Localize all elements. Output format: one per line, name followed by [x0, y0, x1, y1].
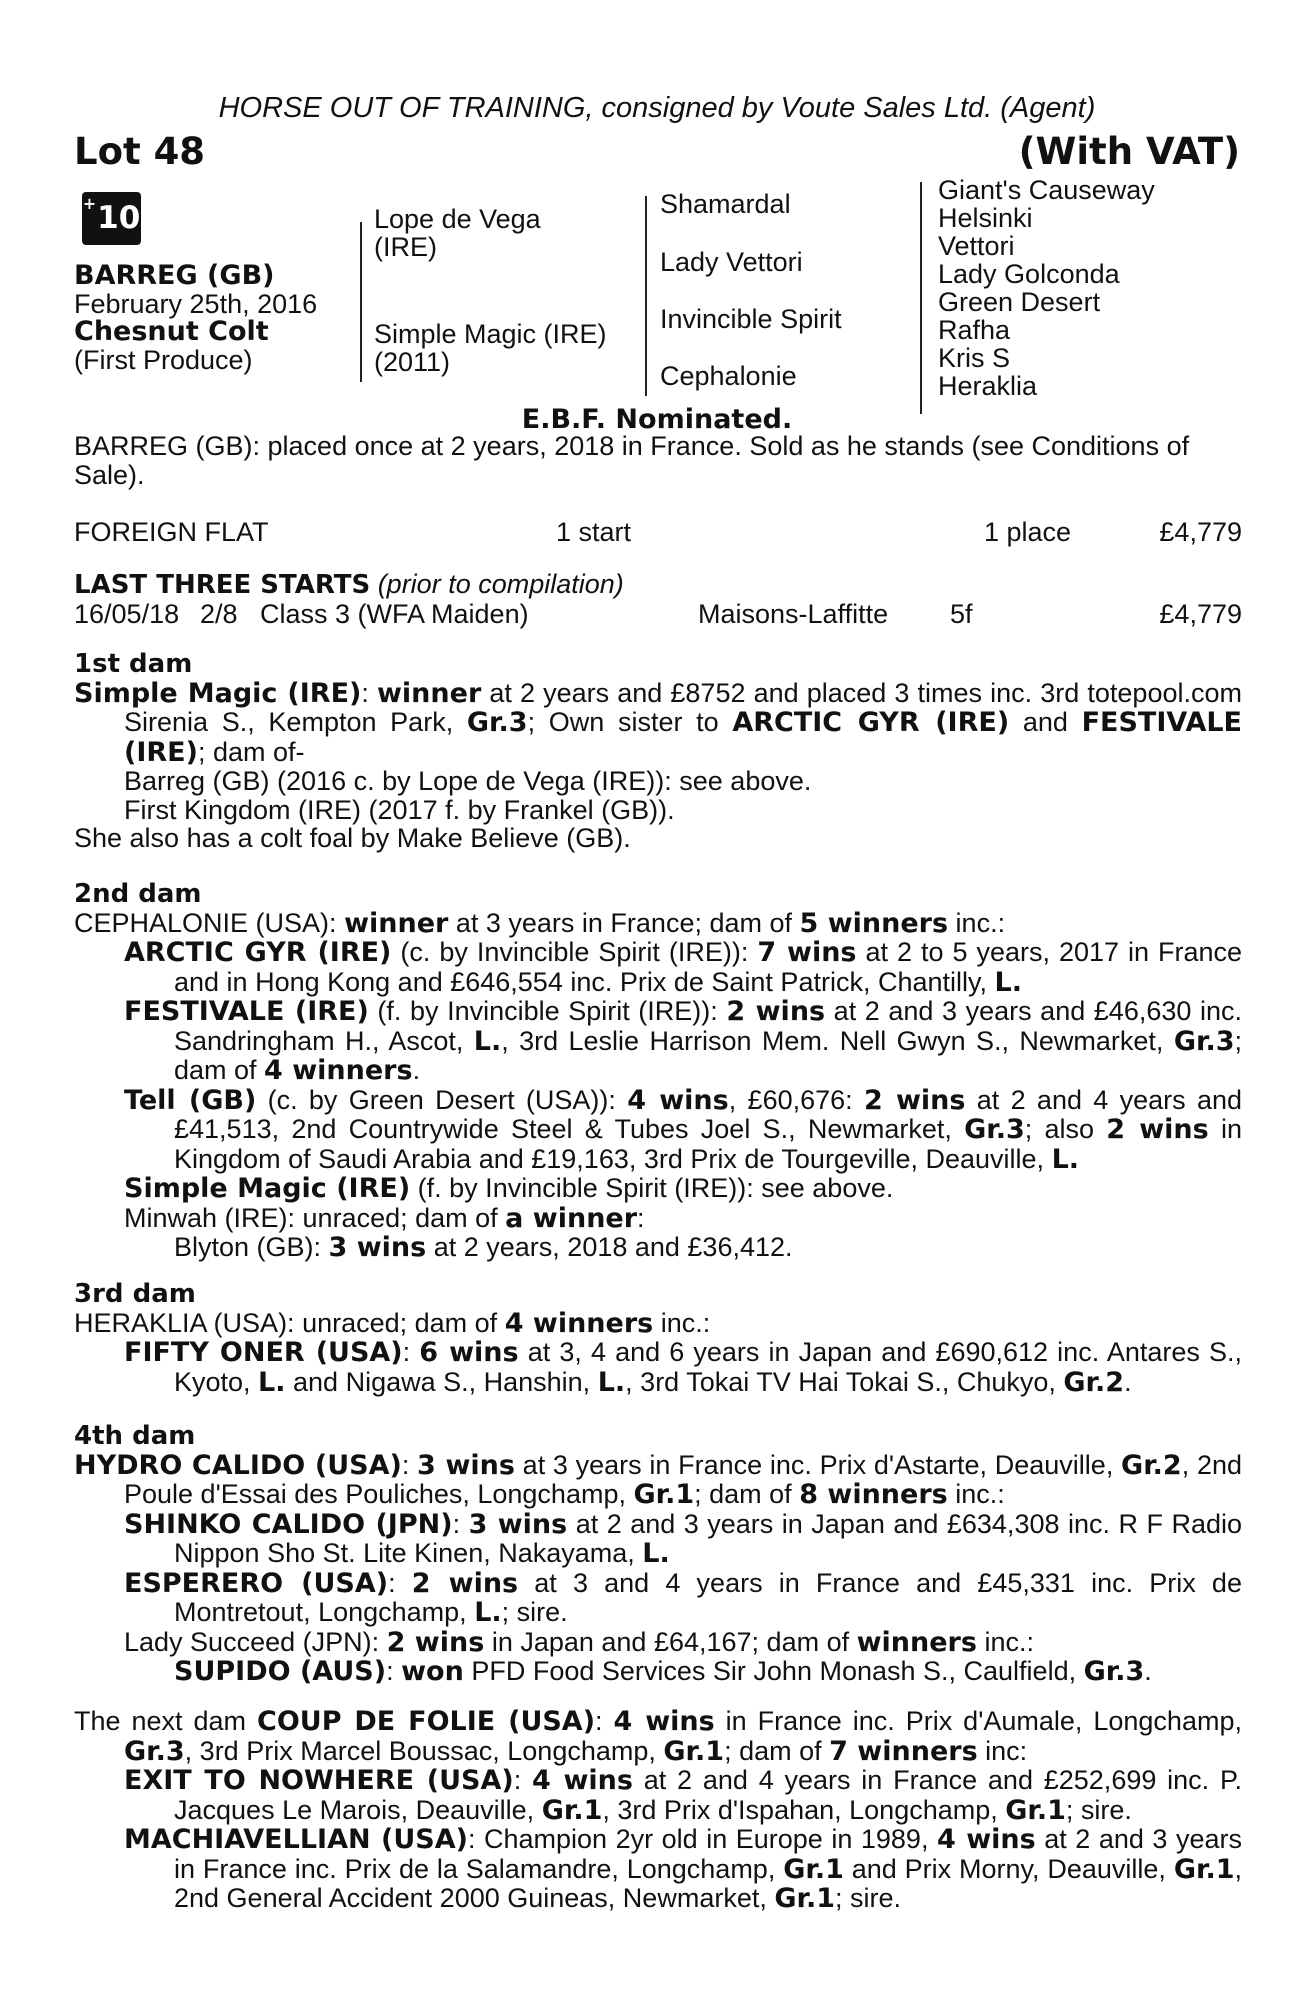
pedigree-divider	[920, 182, 922, 414]
third-generation: Giant's Causeway Helsinki Vettori Lady Golconda Green Desert Rafha Kris S Heraklia	[938, 175, 1155, 401]
pedigree-divider	[360, 222, 362, 382]
first-dam-entry: Simple Magic (IRE): winner at 2 years and £8752 and placed 3 times inc. 3rd totepool.com Sirenia S., Kempton Park, Gr.3; Own sister to ARCTIC GYR (IRE) and FESTIVALE (IRE); dam of-	[74, 677, 1242, 768]
produce-item: Minwah (IRE): unraced; dam of a winner:	[124, 1202, 645, 1234]
horse-type: Chesnut Colt	[74, 316, 269, 347]
third-dam-entry: HERAKLIA (USA): unraced; dam of 4 winners inc.:	[74, 1307, 711, 1339]
record-label: FOREIGN FLAT	[74, 517, 269, 547]
produce-item: Blyton (GB): 3 wins at 2 years, 2018 and £36,412.	[174, 1232, 793, 1263]
produce-item: ARCTIC GYR (IRE) (c. by Invincible Spirit (IRE)): 7 wins at 2 to 5 years, 2017 in France and in Hong Kong and £646,554 inc. Prix de Saint Patrick, Chantilly, L.	[124, 937, 1243, 998]
first-dam-section: 1st dam Simple Magic (IRE): winner at 2 years and £8752 and placed 3 times inc. 3rd totepool.com Sirenia S., Kempton Park, Gr.3; Own sister to ARCTIC GYR (IRE) and FESTIVALE (IRE); dam of- Barreg (GB) (2016 c. by Lope de Vega (IRE)): see above. First Kingdom (IRE) (2017 f. by Frankel (GB)). She also has a colt foal by Make Believe (GB).	[74, 649, 1242, 853]
record-places: 1 place	[984, 517, 1072, 547]
horse-name: BARREG (GB)	[74, 260, 275, 291]
race-summary: BARREG (GB): placed once at 2 years, 2018 in France. Sold as he stands (see Conditions of Sale).	[74, 431, 1190, 490]
produce-item: SUPIDO (AUS): won PFD Food Services Sir John Monash S., Caulfield, Gr.3.	[174, 1656, 1152, 1687]
sire: Lope de Vega (IRE)	[374, 204, 541, 262]
second-dam-entry: CEPHALONIE (USA): winner at 3 years in France; dam of 5 winners inc.:	[74, 907, 1006, 939]
start-prize: £4,779	[1159, 599, 1242, 629]
dam-dam: Cephalonie	[660, 361, 797, 391]
lot-number: Lot 48	[74, 130, 206, 173]
produce-item: Barreg (GB) (2016 c. by Lope de Vega (IRE)): see above.	[124, 766, 812, 796]
fourth-dam-section: 4th dam HYDRO CALIDO (USA): 3 wins at 3 years in France inc. Prix d'Astarte, Deauville, Gr.2, 2nd Poule d'Essai des Pouliches, Longchamp, Gr.1; dam of 8 winners inc.: SHINKO CALIDO (JPN): 3 wins at 2 and 3 years in Japan and £634,308 inc. R F Radio Nippon Sho St. Lite Kinen, Nakayama, L. ESPERERO (USA): 2 wins at 3 and 4 years in France and £45,331 inc. Prix de Montretout, Longchamp, L.; sire. Lady Succeed (JPN): 2 wins in Japan and £64,167; dam of winners inc.: SUPIDO (AUS): won PFD Food Services Sir John Monash S., Caulfield, Gr.3.	[74, 1421, 1242, 1687]
produce-item: ESPERERO (USA): 2 wins at 3 and 4 years in France and £45,331 inc. Prix de Montretout, Longchamp, L.; sire.	[124, 1567, 1242, 1628]
next-dam-section	[74, 1707, 1242, 1914]
start-date: 16/05/18	[74, 599, 180, 629]
produce-item: EXIT TO NOWHERE (USA): 4 wins at 2 and 4 years in France and £252,699 inc. P. Jacques Le Marois, Deauville, Gr.1, 3rd Prix d'Ispahan, Longchamp, Gr.1; sire.	[124, 1765, 1242, 1826]
produce-item: MACHIAVELLIAN (USA): Champion 2yr old in Europe in 1989, 4 wins at 2 and 3 years in France inc. Prix de la Salamandre, Longchamp, Gr.1 and Prix Morny, Deauville, Gr.1, 2nd General Accident 2000 Guineas, Newmarket, Gr.1; sire.	[124, 1824, 1242, 1914]
start-race: Class 3 (WFA Maiden)	[260, 599, 529, 629]
produce-item: Lady Succeed (JPN): 2 wins in Japan and £64,167; dam of winners inc.:	[124, 1626, 1034, 1658]
fourth-dam-entry: HYDRO CALIDO (USA): 3 wins at 3 years in France inc. Prix d'Astarte, Deauville, Gr.2, 2nd Poule d'Essai des Pouliches, Longchamp, Gr.1; dam of 8 winners inc.:	[74, 1449, 1242, 1510]
second-dam-section: 2nd dam CEPHALONIE (USA): winner at 3 years in France; dam of 5 winners inc.: ARCTIC GYR (IRE) (c. by Invincible Spirit (IRE)): 7 wins at 2 to 5 years, 2017 in France and in Hong Kong and £646,554 inc. Prix de Saint Patrick, Chantilly, L. FESTIVALE (IRE) (f. by Invincible Spirit (IRE)): 2 wins at 2 and 3 years and £46,630 inc. Sandringham H., Ascot, L., 3rd Leslie Harrison Mem. Nell Gwyn S., Newmarket, Gr.3; dam of 4 winners. Tell (GB) (c. by Green Desert (USA)): 4 wins, £60,676: 2 wins at 2 and 4 years and £41,513, 2nd Countrywide Steel & Tubes Joel S., Newmarket, Gr.3; also 2 wins in Kingdom of Saudi Arabia and £19,163, 3rd Prix de Tourgeville, Deauville, L. Simple Magic (IRE) (f. by Invincible Spirit (IRE)): see above. Minwah (IRE): unraced; dam of a winner: Blyton (GB): 3 wins at 2 years, 2018 and £36,412.	[74, 879, 1243, 1263]
horse-dob: February 25th, 2016	[74, 289, 318, 319]
dam-sire: Invincible Spirit	[660, 304, 842, 334]
start-position: 2/8	[200, 599, 238, 629]
produce-item: Simple Magic (IRE) (f. by Invincible Spirit (IRE)): see above.	[124, 1173, 894, 1204]
sire-sire: Shamardal	[660, 189, 791, 219]
pedigree-divider	[645, 196, 647, 396]
vat-label: (With VAT)	[1018, 130, 1240, 173]
horse-note: (First Produce)	[74, 345, 253, 375]
bonus-scheme-badge-icon: +10	[82, 192, 141, 245]
start-distance: 5f	[950, 599, 973, 629]
produce-item: SHINKO CALIDO (JPN): 3 wins at 2 and 3 years in Japan and £634,308 inc. R F Radio Nippon Sho St. Lite Kinen, Nakayama, L.	[124, 1508, 1242, 1569]
dam: Simple Magic (IRE) (2011)	[374, 319, 607, 377]
sire-dam: Lady Vettori	[660, 247, 803, 277]
foal-note: She also has a colt foal by Make Believe (GB).	[74, 823, 631, 853]
produce-item: First Kingdom (IRE) (2017 f. by Frankel (GB)).	[124, 794, 675, 825]
last-three-starts-heading: LAST THREE STARTS (prior to compilation)	[74, 569, 624, 600]
record-starts: 1 start	[556, 517, 632, 547]
third-dam-section: 3rd dam HERAKLIA (USA): unraced; dam of 4 winners inc.: FIFTY ONER (USA): 6 wins at 3, 4 and 6 years in Japan and £690,612 inc. Antares S., Kyoto, L. and Nigawa S., Hanshin, L., 3rd Tokai TV Hai Tokai S., Chukyo, Gr.2.	[74, 1279, 1242, 1398]
produce-item: FIFTY ONER (USA): 6 wins at 3, 4 and 6 years in Japan and £690,612 inc. Antares S., Kyoto, L. and Nigawa S., Hanshin, L., 3rd Tokai TV Hai Tokai S., Chukyo, Gr.2.	[124, 1337, 1242, 1398]
consignor-heading: HORSE OUT OF TRAINING, consigned by Voute Sales Ltd. (Agent)	[218, 92, 1096, 124]
next-dam-entry: The next dam COUP DE FOLIE (USA): 4 wins in France inc. Prix d'Aumale, Longchamp, Gr.3, 3rd Prix Marcel Boussac, Longchamp, Gr.1; dam of 7 winners inc:	[74, 1706, 1242, 1767]
start-course: Maisons-Laffitte	[698, 599, 889, 629]
produce-item: Tell (GB) (c. by Green Desert (USA)): 4 wins, £60,676: 2 wins at 2 and 4 years and £41,513, 2nd Countrywide Steel & Tubes Joel S., Newmarket, Gr.3; also 2 wins in Kingdom of Saudi Arabia and £19,163, 3rd Prix de Tourgeville, Deauville, L.	[124, 1084, 1243, 1175]
produce-item: FESTIVALE (IRE) (f. by Invincible Spirit (IRE)): 2 wins at 2 and 3 years and £46,630 inc. Sandringham H., Ascot, L., 3rd Leslie Harrison Mem. Nell Gwyn S., Newmarket, Gr.3; dam of 4 winners.	[124, 996, 1242, 1086]
ebf-nominated: E.B.F. Nominated.	[521, 404, 793, 435]
record-prize: £4,779	[1159, 517, 1242, 547]
